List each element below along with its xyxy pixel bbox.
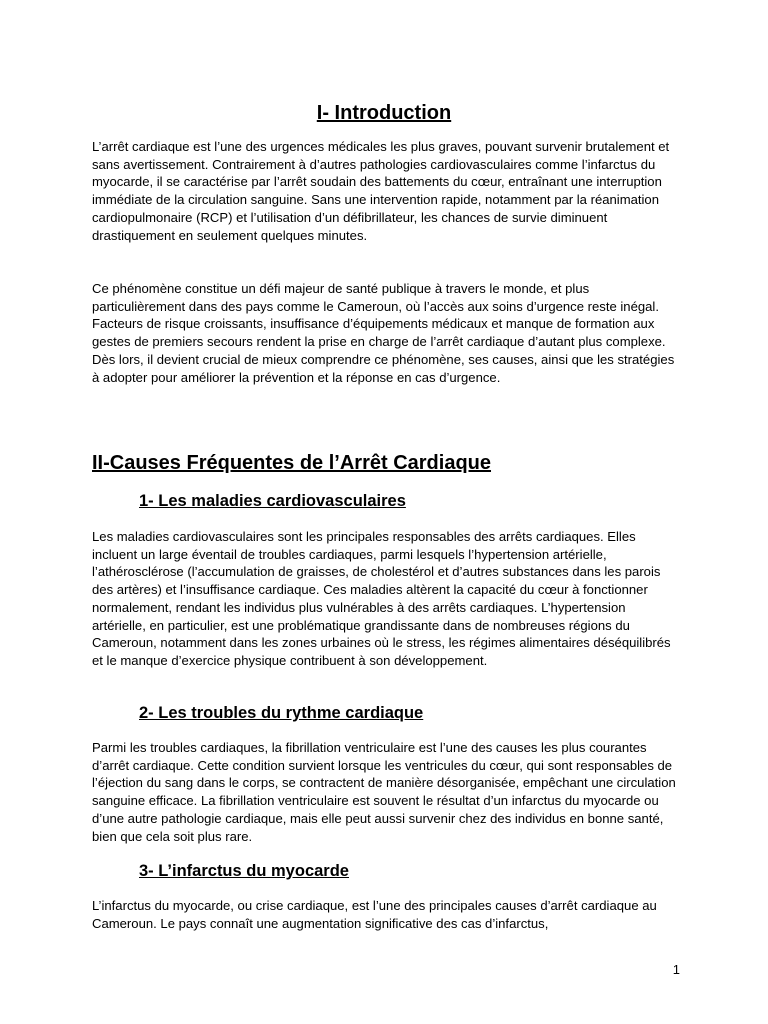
rhythm-disorders-paragraph: Parmi les troubles cardiaques, la fibrillation ventriculaire est l’une des causes les plus courantes d’arrêt cardiaque. Cette condition survient lorsque les ventricules du cœur, qui sont responsables de l’éjection du sang dans le corps, se contractent de manière désorganisée, empêchant une circulation sanguine efficace. La fibrillation ventriculaire est souvent le résultat d’un infarctus du myocarde ou d’une autre pathologie cardiaque, mais elle peut aussi survenir chez des individus en bonne santé, bien que cela soit plus rare. [92, 740, 676, 844]
section-heading-introduction: I- Introduction [316, 102, 452, 124]
subsection-heading-rhythm-disorders: 2- Les troubles du rythme cardiaque [139, 704, 424, 722]
cardiovascular-paragraph: Les maladies cardiovasculaires sont les principales responsables des arrêts cardiaques. Elles incluent un large éventail de troubles cardiaques, parmi lesquels l’hypertension artérielle, l’athérosclérose (l’accumulation de graisses, de cholestérol et d’autres substances dans les parois des artères) et l’insuffisance cardiaque. Ces maladies altèrent la capacité du cœur à fonctionner normalement, rendant les individus plus vulnérables à des arrêts cardiaques. L’hypertension artérielle, en particulier, est une problématique grandissante dans de nombreuses régions du Cameroun, notamment dans les zones urbaines où le stress, les régimes alimentaires déséquilibrés et le manque d’exercice physique contribuent à son développement. [92, 529, 671, 668]
myocardial-infarction-paragraph: L’infarctus du myocarde, ou crise cardiaque, est l’une des principales causes d’arrêt cardiaque au Cameroun. Le pays connaît une augmentation significative des cas d’infarctus, [92, 898, 657, 931]
subsection-heading-cardiovascular: 1- Les maladies cardiovasculaires [139, 492, 406, 510]
page-number: 1 [672, 962, 680, 977]
intro-paragraph-1: L’arrêt cardiaque est l’une des urgences médicales les plus graves, pouvant survenir brutalement et sans avertissement. Contrairement à d’autres pathologies cardiovasculaires comme l’infarctus du myocarde, il se caractérise par l’arrêt soudain des battements du cœur, entraînant une interruption immédiate de la circulation sanguine. Sans une intervention rapide, notamment par la réanimation cardiopulmonaire (RCP) et l’utilisation d’un défibrillateur, les chances de survie diminuent drastiquement en seulement quelques minutes. [92, 139, 670, 243]
subsection-heading-myocardial-infarction: 3- L’infarctus du myocarde [139, 862, 349, 880]
section-heading-causes: II-Causes Fréquentes de l’Arrêt Cardiaque [92, 452, 492, 474]
intro-paragraph-2: Ce phénomène constitue un défi majeur de santé publique à travers le monde, et plus particulièrement dans des pays comme le Cameroun, où l’accès aux soins d’urgence reste inégal. Facteurs de risque croissants, insuffisance d’équipements médicaux et manque de formation aux gestes de premiers secours rendent la prise en charge de l’arrêt cardiaque d’autant plus complexe. Dès lors, il devient crucial de mieux comprendre ce phénomène, ses causes, ainsi que les stratégies à adopter pour améliorer la prévention et la réponse en cas d’urgence. [92, 281, 675, 385]
